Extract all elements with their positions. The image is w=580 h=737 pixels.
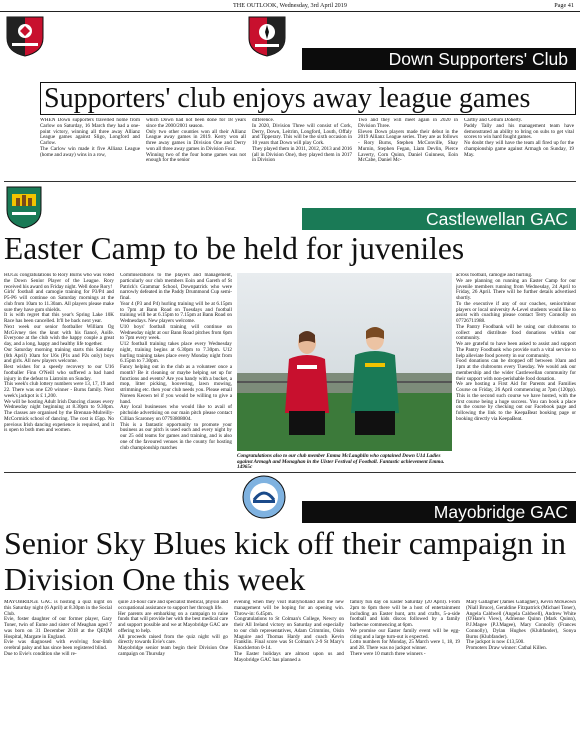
divider-line-2 — [4, 472, 576, 473]
castlewellan-col-1 — [4, 273, 114, 533]
mayobridge-col-5 — [466, 600, 576, 734]
mayobridge-col-2-text: quire 24-hour care and specialist medical, physio and occupational assistance to support her through life. Her parents are embarking on a campaign to raise funds that will provide her with the best medical care and support possible and we at Mayobridge GAC are offering to help. All proceeds raised from the quiz night will go directly towards Evie's care. Mayobridge senior team begin their Division One campaign on Thursday — [118, 600, 228, 657]
divider-line — [4, 181, 576, 182]
down-article-col-5 — [464, 118, 574, 176]
publication-line: THE OUTLOOK, Wednesday, 3rd April 2019 — [233, 2, 347, 9]
down-col-5-text: Carthy and Cellum Doherty. Paddy Tally and his management team have demonstrated an ability to bring on subs to get vital scores to win hard fought games. No doubt they will have the team all fired up for the championship game against Armagh on Sunday, 19 May. — [464, 118, 574, 158]
castlewellan-col-4-text: across football, camogie and hurling. We are planning on running an Easter Camp for our juvenile members running from Wednesday, 24 April to Friday, 26 April. There will be further details advertised shortly. To the executive if any of our coaches, senior/minor players or local university A-Level students would like to assist with coaching please contact Terry Connolly on 07726711988. The Pantry Foodbank will be using our clubrooms to collect and distribute food donations within our community. We are grateful to have been asked to assist and support The Pantry Foodbank who provide such a vital service to help alleviate food poverty in our community. Food donations can be dropped off between 10am and 1pm at the clubrooms every Tuesday. We would ask our membership and the wider Castlewellan community for their support with non-perishable food donation. We are hosting a First Aid for Parents and Families Course on Friday, 26 April commencing at 7pm (120pp). This is the second such course we have hosted, with the first course being a huge success. You can book a place on the course by checking out our Facebook page and following the link to the KeepaBeat booking page or booking directly via KeepaBeat. — [456, 273, 576, 422]
down-col-2-text: which Down had not been done for 18 years since the 2000/2001 season. Only two other counties won all their Allianz League away games in 2019. Kerry won all three away games in Division One and Derry won all three away games in Division Four. Winning two of the four home games was not enough for the senior — [146, 118, 246, 164]
castlewellan-headline: Easter Camp to be held for juveniles — [4, 231, 465, 266]
mayobridge-banner — [302, 501, 576, 523]
mayobridge-col-5-text: Mary Gallagher (James Gallagher), Kevin McKeown (Niall Bruce), Geraldine Fitzpatrick (Michael Toner), Angela Caldwell (Angela Caldwell), Andrew White (O'Hare's View), Adrienne Quinn (Mark Quinn), P.J.Magee (P.J.Magee), Mary Connolly (Frances Connolly), Dylan Hughes (Klubfander), Sonya Burns (Klubfander). The jackpot is now £13,500. Promoters Draw winner: Cathal Killen. — [466, 600, 576, 651]
mayobridge-crest-icon — [240, 474, 288, 520]
down-supporters-banner — [302, 48, 576, 70]
down-crest-right-icon — [246, 14, 288, 58]
down-crest-left-icon — [4, 14, 46, 58]
mayobridge-col-1 — [4, 600, 112, 734]
castlewellan-col-1-text: HUGE congratulations to Rory Burns who was voted the Down Senior Player of the League. Rory received his award on Friday night. Well done Rory! Girls' football and camogie training for P3/P4 and P5-P6 will continue on Saturday mornings at the club from 10am to 11.30am. All players please make sure they have gum shields. It is with regret that this year's Spring Lake 10K Race has been cancelled. It'll be back next year. Next week our senior footballer William Og McGivney ties the knot with his fiancé, Aoife. Everyone at the club wish the happy couple a great day, and a long, happy and healthy life together. Our Saturday morning training starts this Saturday (6th April) 10am for U6s (P1s and P2s only) boys and girls. All new players welcome. Best wishes for a speedy recovery to our U16 footballer Finn O'Neill who suffered a bad hand injury in the defeat to Liatroim on Sunday. This week's club lottery numbers were 13, 17, 19 and 22. There was one £20 winner - Burns family. Next week's jackpot is £ 1,200. We will be hosting Adult Irish Dancing classes every Wednesday night beginning at 8.30pm to 9.30pm. The classes are organised by the Brennan-Mulreilly-McCormick school of dancing. The cost is £5pp. No previous Irish dancing experience is required, and it is open to both men and women. — [4, 273, 114, 434]
castlewellan-photo — [237, 273, 452, 451]
mayobridge-col-3 — [234, 600, 344, 734]
down-banner-label: Down Supporters' Club — [388, 49, 568, 69]
mayobridge-headline: Senior Sky Blues kick off their campaign in Division One this week — [4, 525, 566, 597]
mayobridge-col-1-text: MAYOBRIDGE GAC is hosting a quiz night on this Saturday night (6 April) at 8.30pm in the Social Club. Evie, foster daughter of our former player, Gary Toner, twin of Eume and sister of Meaghan aged 7 was born on 31 December 2018 at the QEQM Hospital, Margate in England. Evie was diagnosed with evolving four-limb cerebral palsy and has since been registered blind. Due to Evie's condition she will re- — [4, 600, 112, 657]
page-header — [0, 0, 580, 12]
castlewellan-col-2 — [120, 273, 232, 533]
down-col-1-text: WHEN Down supporters travelled home from Carlow on Saturday, 16 March they had a one-point victory, winning all three away Allianz League games against Sligo, Longford and Carlow. The Carlow win made it five Allianz League (home and away) wins in a row, — [40, 118, 140, 158]
down-article-col-2 — [146, 118, 246, 176]
castlewellan-crest-icon — [4, 184, 44, 230]
castlewellan-col-2-text: Commiserations to the players and management, particularly our club members Eoin and Gareth of St Patrick's Grammar School, Downpatrick who were narrowly defeated in the Paddy Drummond Cup semi-final. Year 4 (P3 and P4) hurling training will be at 6.15pm to 7pm at Bann Road on Tuesdays and football training will be at 6.15pm to 7.15pm at Bann Road on Wednesdays. New players welcome. U10 boys' football training will continue on Wednesday night at our Bann Road pitches from 6pm to 7pm every week. U12 football training takes place every Wednesday night, training begins at 6.30pm to 7.30pm. U12 hurling training takes place every Monday night from 6.15pm to 7.30pm. Fancy helping out in the club as a volunteer once a month? Be it cleaning or maybe helping set up for functions and events? Are you handy with a bucket, a mop, litter picking, hoovering, lawn mowing, strimming etc. then your club needs you. Please email Noreen Keown tel if you would be willing to give a hand. Any local businesses who would like to avail of pitchside advertising on our main pitch please contact Cillian Scaroney on 07793808004. This is a fantastic opportunity to promote your business as our pitch is used each and every night by our 25 odd teams for games and training, and is also one of the favoured venues in the county for hosting club championship matches — [120, 273, 232, 451]
down-article-col-3 — [252, 118, 352, 176]
mayobridge-col-2 — [118, 600, 228, 734]
castlewellan-photo-caption: Congratulations also to our club member Emma McLaughlin who captained Down U14 Ladies against Armagh and Monaghan in the Ulster Festival of Football. Fantastic achievement Emma. 14965c — [237, 453, 445, 471]
down-col-3-text: difference. In 2020, Division Three will consist of Cork, Derry, Down, Leitrim, Longford, Louth, Offaly and Tipperary. This will be the sixth occasion in 10 years that Down will play Cork. They played them in 2011, 2012, 2013 and 2016 (all in Division One), they played them in 2017 in Division — [252, 118, 352, 164]
page-number: Page 41 — [554, 2, 574, 9]
castlewellan-col-4 — [456, 273, 576, 533]
down-article-col-4 — [358, 118, 458, 176]
mayobridge-banner-label: Mayobridge GAC — [433, 502, 568, 522]
down-headline: Supporters' club enjoys away league games — [44, 83, 531, 114]
down-col-4-text: Two and they will meet again in 2020 in Division Three. Eleven Down players made their debut in the 2019 Allianz League series. They are as follows - Rory Burns, Stephen McConville, Shay Murnin, Stephen Fegan, Liam Devlin, Pierce Laverty, Corn Quinn, Daniel Guinness, Eoin McCabe, Daniel Mc- — [358, 118, 458, 164]
down-article-col-1 — [40, 118, 140, 176]
mayobridge-col-4-text: family fun day on Easter Saturday (20 April). From 2pm to 6pm there will be a host of entertainment including an Easter hunt, arts and crafts, 5-a-side football and kids discos followed by a family barbecue commencing at 6pm. We promise our Easter family event will be egg-citing and a large turn-out is expected. Lotto numbers for Monday, 25 March were 1, 18, 19 and 28. There was no jackpot winner. There were 10 match three winners - — [350, 600, 460, 657]
mayobridge-col-3-text: evening when they visit Ballyholland and the new management will be hoping for an opening win. Throw-in: 6.45pm. Congratulations to St Colman's College, Newry on their All Ireland victory on Saturday and especially to our club representatives, Adam Crimmins, Oisin Maguire and Thomas Hardy and coach Kevin Franklin. Final score was St Colman's 2-9 St Mary's Knocklerton 0-14. The Easter holidays are almost upon us and Mayobridge GAC has planned a — [234, 600, 344, 663]
castlewellan-banner — [302, 208, 576, 230]
castlewellan-banner-label: Castlewellan GAC — [426, 209, 568, 229]
mayobridge-col-4 — [350, 600, 460, 734]
